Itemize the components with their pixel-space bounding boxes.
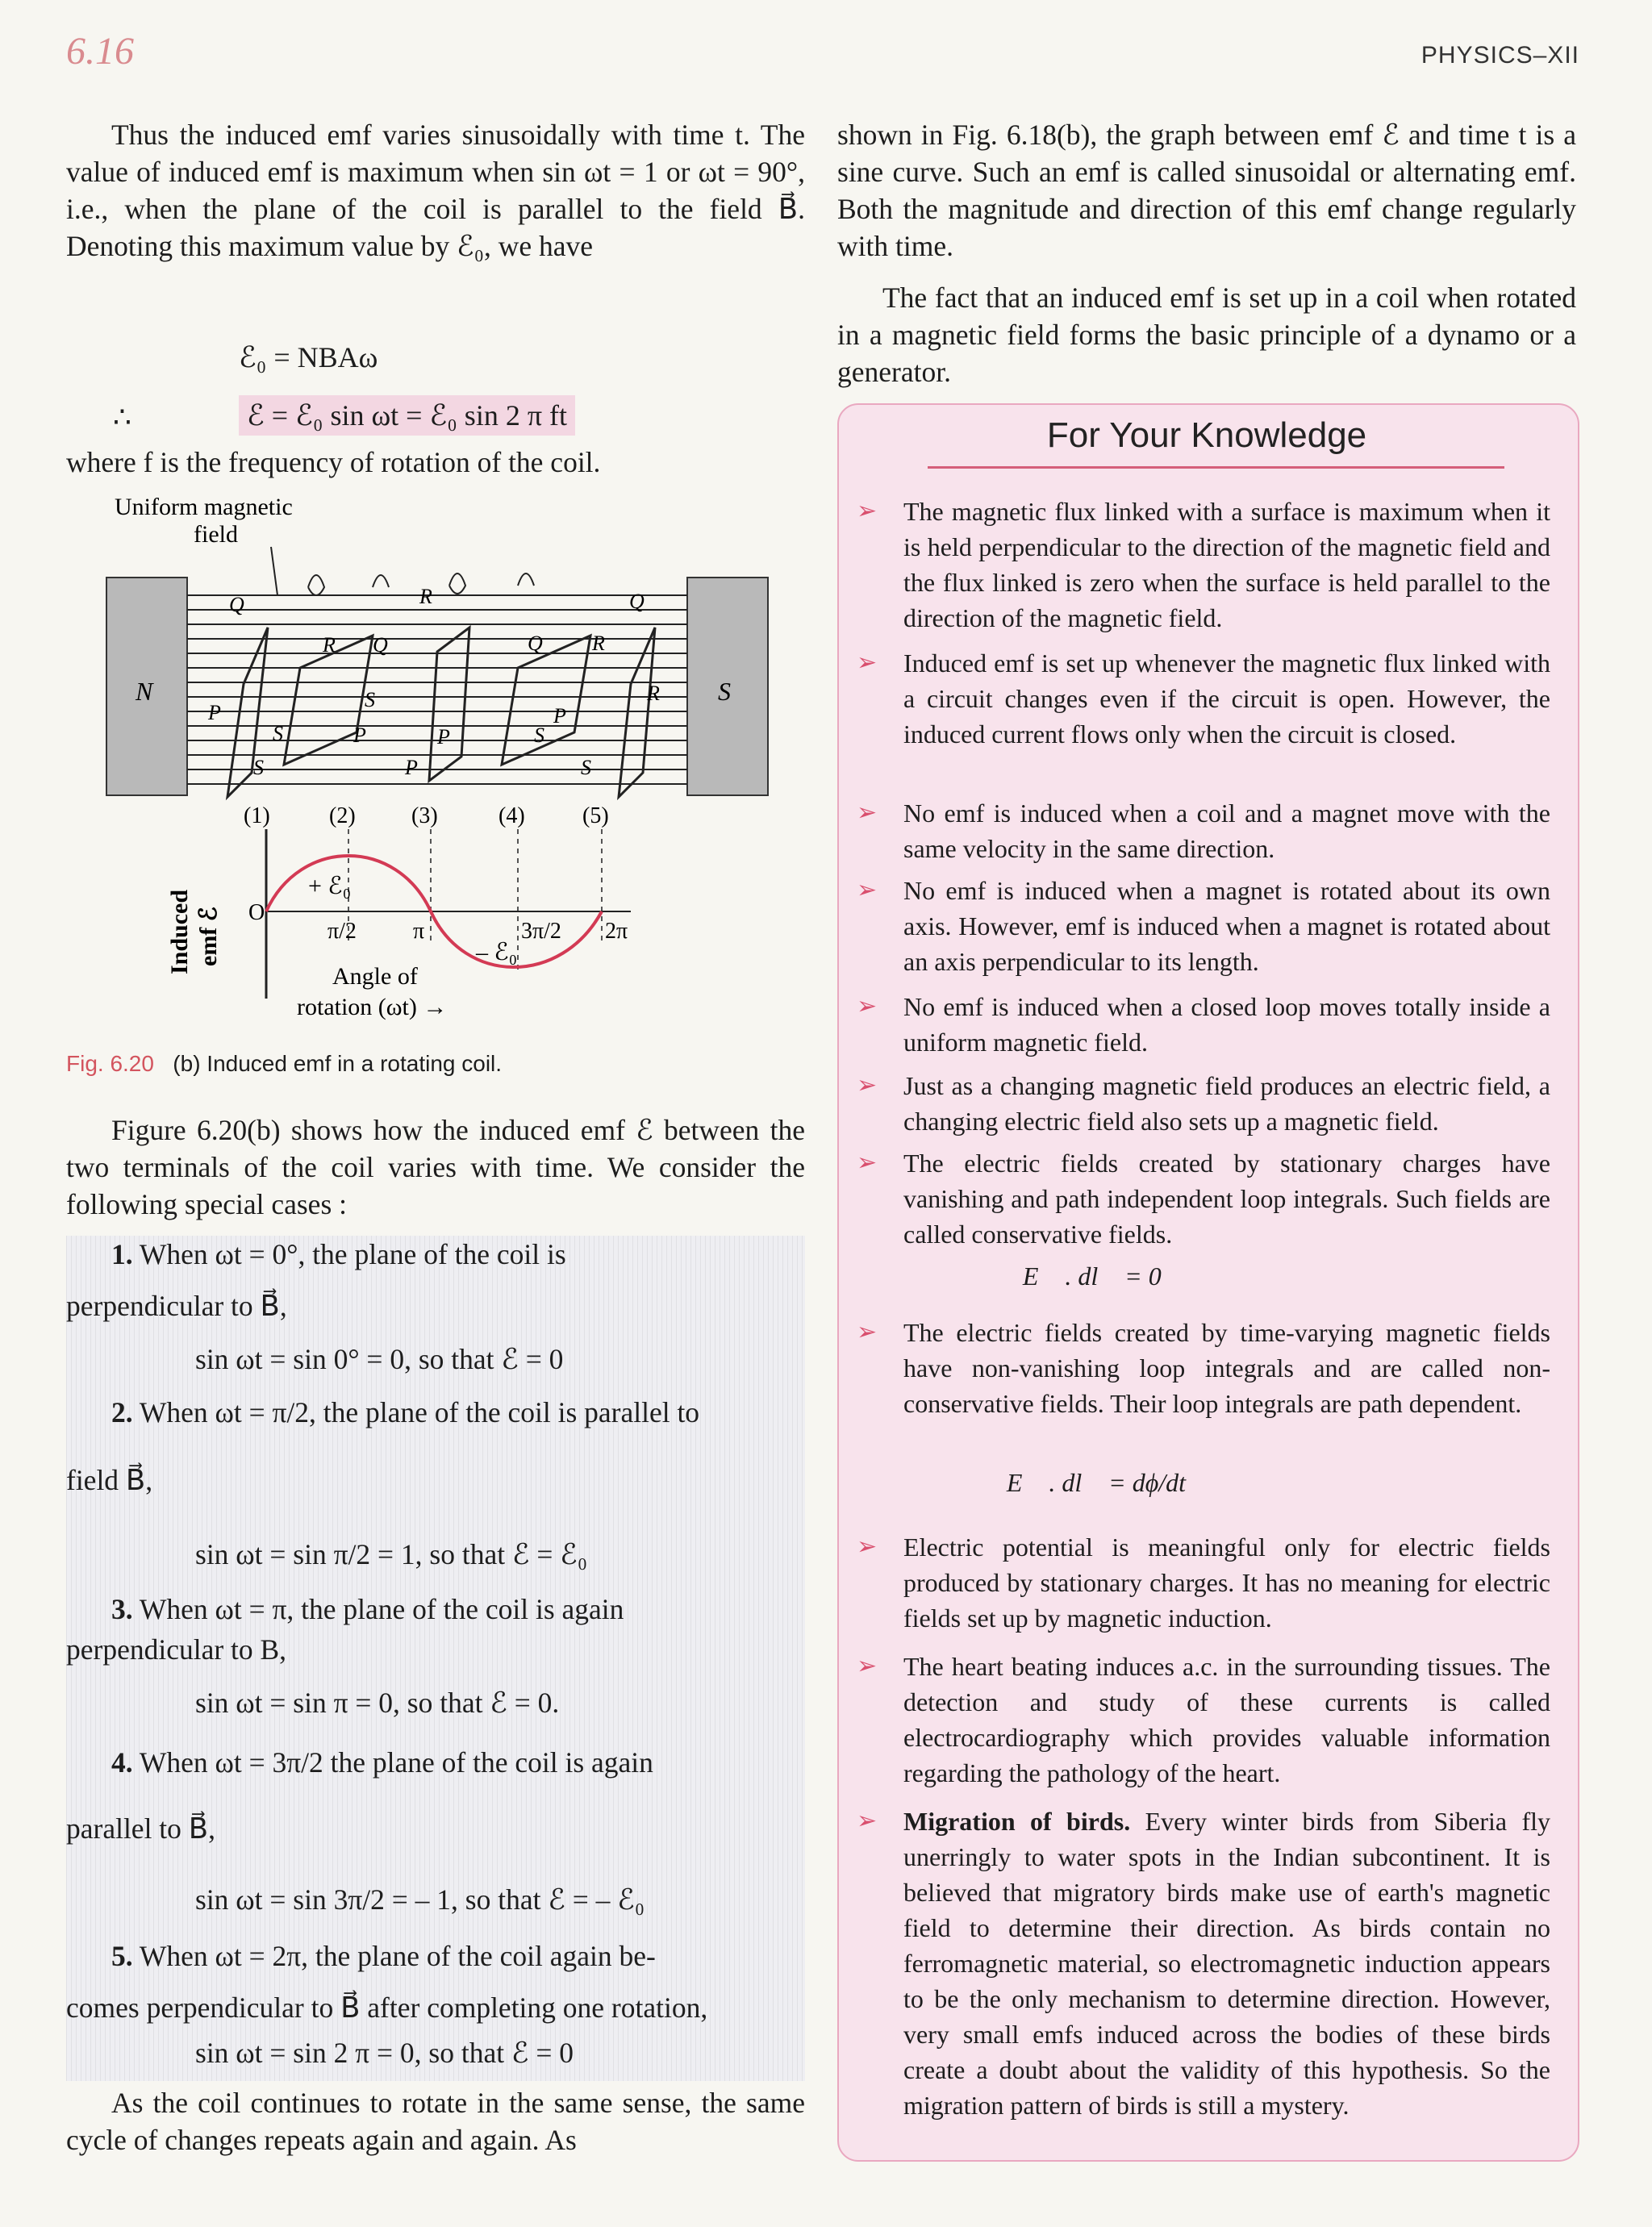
case-1-line2: perpendicular to B⃗, xyxy=(66,1290,287,1322)
arrow-icon: ➢ xyxy=(857,993,878,1020)
y-axis-label-1: Induced xyxy=(166,889,193,974)
case-4-line2: parallel to B⃗, xyxy=(66,1812,216,1845)
case-2-equation: sin ωt = sin π/2 = 1, so that ℰ = ℰ₀ xyxy=(195,1538,588,1570)
knowledge-bullet-11 xyxy=(857,1804,1550,2123)
coil-letter-p2: P xyxy=(553,704,566,728)
coil-letter-r1: R xyxy=(419,585,432,608)
y-axis-label-2: emf ℰ xyxy=(195,907,222,966)
case-number: 1. xyxy=(111,1238,133,1270)
bullet-text: Induced emf is set up whenever the magnetic flux linked with a circuit changes even if the circuit is open. However, the induced current flows only when the circuit is closed. xyxy=(903,648,1550,749)
case-number: 3. xyxy=(111,1593,133,1625)
conservative-equation: ∮ E⃗ . dl⃗ = 0 xyxy=(996,1262,1162,1291)
knowledge-bullet-6 xyxy=(857,1068,1550,1139)
x-axis-label-1: Angle of xyxy=(332,963,418,990)
case-5-line2: comes perpendicular to B⃗ after completing one rotation, xyxy=(66,1991,708,2024)
case-number: 4. xyxy=(111,1746,133,1779)
coil-letter-q4: Q xyxy=(528,632,543,655)
birds-title: Migration of birds. xyxy=(903,1807,1131,1836)
knowledge-title-rule xyxy=(928,466,1504,469)
nonconservative-equation: ∮ E⃗ . dl⃗ = dϕ/dt xyxy=(980,1468,1187,1497)
arrow-icon: ➢ xyxy=(857,1319,878,1345)
bullet-text: The electric fields created by stationary charges have vanishing and path independent loop integrals. Such fields are called conservative fields. xyxy=(903,1149,1550,1249)
frequency-sentence: where f is the frequency of rotation of the coil. xyxy=(66,446,601,478)
coil-letter-r3: R xyxy=(592,632,605,655)
coil-letter-s5: S xyxy=(581,756,591,779)
coil-letter-s4: S xyxy=(253,756,264,779)
special-cases-intro: Figure 6.20(b) shows how the induced emf ℰ between the two terminals of the coil varies with time. We consider the following special cases : xyxy=(66,1114,805,1220)
case-4-equation: sin ωt = sin 3π/2 = – 1, so that ℰ = – ℰ₀ xyxy=(195,1883,645,1916)
coil-letter-p1: P xyxy=(208,701,221,724)
position-label-1: (1) xyxy=(244,803,270,828)
intro-paragraph: Thus the induced emf varies sinusoidally with time t. The value of induced emf is maximum when sin ωt = 1 or ωt = 90°, i.e., when the plane of the coil is parallel to the field B⃗. Denoting this maximum value by ℰ₀, we have xyxy=(66,119,805,262)
position-label-5: (5) xyxy=(582,803,609,828)
birds-text: Every winter birds from Siberia fly unerringly to water spots in the Indian subcontinent. It is believed that migratory birds make use of earth's magnetic field to determine their direction. As birds contain no ferromagnetic material, so electromagnetic induction appears to be the only mechanism to determine direction. However, very small emfs induced across the bodies of these birds create a doubt about the validity of this hypothesis. So the migration pattern of birds is still a mystery. xyxy=(903,1807,1551,2120)
arrow-icon: ➢ xyxy=(857,498,878,524)
case-2-line2: field B⃗, xyxy=(66,1464,153,1496)
knowledge-bullet-8 xyxy=(857,1315,1550,1421)
coil-letter-r4: R xyxy=(647,682,660,705)
knowledge-bullet-5 xyxy=(857,989,1550,1060)
arrow-icon: ➢ xyxy=(857,1808,878,1834)
tick-2pi: 2π xyxy=(605,919,628,944)
bullet-text: No emf is induced when a magnet is rotated about its own axis. However, emf is induced when a magnet is rotated about an axis perpendicular to its length. xyxy=(903,876,1550,976)
bullet-text: The magnetic flux linked with a surface is maximum when it is held perpendicular to the direction of the magnetic field and the flux linked is zero when the surface is held parallel to the direction of the magnetic field. xyxy=(903,497,1550,632)
position-label-2: (2) xyxy=(329,803,356,828)
knowledge-title: For Your Knowledge xyxy=(1046,415,1367,455)
figure-caption-text: (b) Induced emf in a rotating coil. xyxy=(173,1051,503,1076)
coil-letter-p4: P xyxy=(437,725,450,749)
knowledge-bullet-2 xyxy=(857,645,1550,752)
case-number: 2. xyxy=(111,1396,133,1428)
arrow-icon: ➢ xyxy=(857,1149,878,1176)
case-2 xyxy=(111,1394,805,1431)
knowledge-bullet-7 xyxy=(857,1145,1550,1252)
emf-equation-highlight: ℰ = ℰ₀ sin ωt = ℰ₀ sin 2 π ft xyxy=(239,395,575,436)
arrow-icon: ➢ xyxy=(857,1533,878,1560)
bullet-text: Electric potential is meaningful only for electric fields produced by stationary charges. It has no meaning for electric fields set up by magnetic induction. xyxy=(903,1533,1550,1633)
position-label-4: (4) xyxy=(499,803,525,828)
arrow-icon: ➢ xyxy=(857,649,878,676)
arrow-icon: ➢ xyxy=(857,877,878,903)
coil-letter-s2: S xyxy=(273,722,283,745)
knowledge-bullet-4 xyxy=(857,873,1550,979)
case-text: When ωt = π/2, the plane of the coil is parallel to xyxy=(139,1396,700,1428)
case-1-equation: sin ωt = sin 0° = 0, so that ℰ = 0 xyxy=(195,1343,564,1375)
tick-pi: π xyxy=(413,919,425,944)
bullet-text: The heart beating induces a.c. in the surrounding tissues. The detection and study of these currents is called electrocardiography which provides valuable information regarding the pathology of the heart. xyxy=(903,1652,1550,1787)
bullet-text: No emf is induced when a closed loop moves totally inside a uniform magnetic field. xyxy=(903,992,1550,1057)
uniform-field-label-1: Uniform magnetic xyxy=(115,494,293,520)
knowledge-bullet-10 xyxy=(857,1649,1550,1791)
coil-letter-p5: P xyxy=(405,756,418,779)
case-text: When ωt = 0°, the plane of the coil is xyxy=(139,1238,566,1270)
x-axis-label-2: rotation (ωt) → xyxy=(297,994,448,1020)
knowledge-bullet-1 xyxy=(857,494,1550,636)
book-title: PHYSICS–XII xyxy=(1420,42,1579,69)
plus-e0-label: + ℰ₀ xyxy=(308,873,352,899)
tick-pi-over-2: π/2 xyxy=(327,919,357,944)
knowledge-bullet-9 xyxy=(857,1529,1550,1636)
case-5 xyxy=(111,1937,805,1975)
case-4 xyxy=(111,1744,805,1781)
case-number: 5. xyxy=(111,1940,133,1972)
case-3-line2: perpendicular to B, xyxy=(66,1633,287,1666)
coil-letter-s3: S xyxy=(534,724,544,747)
special-cases-box xyxy=(66,1236,805,2081)
coil-letter-q2: Q xyxy=(629,590,645,613)
arrow-icon: ➢ xyxy=(857,1072,878,1099)
case-text: When ωt = 2π, the plane of the coil again be- xyxy=(139,1940,656,1972)
rotating-coil-figure xyxy=(66,490,792,1051)
case-3-equation: sin ωt = sin π = 0, so that ℰ = 0. xyxy=(195,1687,560,1719)
bullet-text: No emf is induced when a coil and a magnet move with the same velocity in the same direction. xyxy=(903,799,1550,863)
origin-label: O xyxy=(248,900,265,925)
closing-paragraph: As the coil continues to rotate in the same sense, the same cycle of changes repeats again and again. As xyxy=(66,2087,805,2156)
case-5-equation: sin ωt = sin 2 π = 0, so that ℰ = 0 xyxy=(195,2037,574,2069)
uniform-field-label-2: field xyxy=(194,521,238,548)
right-paragraph-1: shown in Fig. 6.18(b), the graph between emf ℰ and time t is a sine curve. Such an emf is called sinusoidal or alternating emf. Both the magnitude and direction of this emf change regularly with time. xyxy=(837,119,1576,262)
case-text: When ωt = π, the plane of the coil is again xyxy=(139,1593,624,1625)
arrow-icon: ➢ xyxy=(857,1653,878,1679)
case-3 xyxy=(111,1591,805,1628)
coil-letter-s1: S xyxy=(365,688,375,711)
coil-letter-p3: P xyxy=(353,724,366,747)
therefore-symbol: ∴ xyxy=(113,401,131,433)
coil-letter-r2: R xyxy=(323,633,336,657)
figure-label: Fig. 6.20 xyxy=(66,1051,154,1076)
tick-3pi-over-2: 3π/2 xyxy=(521,919,561,944)
knowledge-bullet-3 xyxy=(857,795,1550,866)
right-paragraph-2: The fact that an induced emf is set up in a coil when rotated in a magnetic field forms the basic principle of a dynamo or a generator. xyxy=(837,282,1576,388)
north-label: N xyxy=(136,677,153,706)
arrow-icon: ➢ xyxy=(857,799,878,826)
bullet-text: Just as a changing magnetic field produces an electric field, a changing electric field also sets up a magnetic field. xyxy=(903,1071,1550,1136)
max-emf-equation: ℰ₀ = NBAω xyxy=(239,341,378,373)
figure-caption xyxy=(66,1051,502,1077)
bullet-text: The electric fields created by time-varying magnetic fields have non-vanishing loop integrals and are called non-conservative fields. Their loop integrals are path dependent. xyxy=(903,1318,1550,1418)
case-text: When ωt = 3π/2 the plane of the coil is again xyxy=(139,1746,653,1779)
coil-letter-q3: Q xyxy=(373,633,388,657)
coil-letter-q1: Q xyxy=(229,593,244,616)
bullet-text xyxy=(903,1804,1550,2123)
position-label-3: (3) xyxy=(411,803,438,828)
page-number: 6.16 xyxy=(66,30,134,73)
case-1 xyxy=(111,1236,805,1273)
south-label: S xyxy=(718,677,731,706)
minus-e0-label: – ℰ₀ xyxy=(476,939,518,965)
